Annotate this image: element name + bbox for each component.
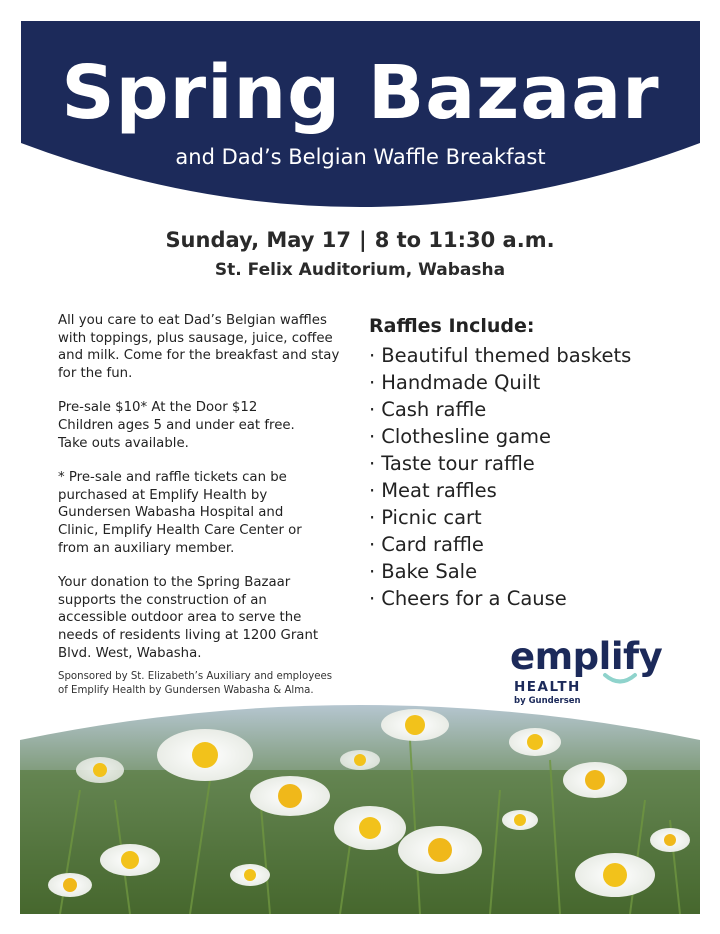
list-item: [369, 396, 689, 423]
intro-line: All you care to eat Dad’s Belgian waffles: [58, 313, 327, 328]
event-date: Sunday, May 17: [165, 228, 352, 252]
sponsor-line: of Emplify Health by Gundersen Wabasha & Alma.: [58, 685, 314, 696]
intro-line: with toppings, plus sausage, juice, coffee: [58, 330, 333, 346]
intro-paragraph: [58, 312, 354, 382]
page-subtitle: and Dad’s Belgian Waffle Breakfast: [175, 145, 546, 169]
logo-wordmark: emplify: [510, 635, 663, 678]
emplify-health-logo: [510, 636, 670, 708]
raffle-label: Bake Sale: [381, 560, 478, 583]
description-column: [58, 312, 354, 679]
event-datetime: [0, 228, 720, 252]
bullet: ·: [369, 371, 376, 394]
pricing-line: Take outs available.: [58, 435, 189, 451]
list-item: [369, 423, 689, 450]
sponsor-line: Sponsored by St. Elizabeth’s Auxiliary and employees: [58, 671, 333, 682]
sponsor-note: [58, 670, 358, 698]
bullet: ·: [369, 479, 376, 502]
tickets-line: from an auxiliary member.: [58, 540, 235, 556]
logo-health-text: HEALTH: [514, 679, 581, 695]
tickets-line: Gundersen Wabasha Hospital and: [58, 505, 284, 521]
raffle-label: Meat raffles: [381, 479, 497, 502]
raffles-list-section: [369, 314, 689, 612]
raffle-label: Picnic cart: [381, 506, 482, 529]
tickets-line: Clinic, Emplify Health Care Center or: [58, 522, 302, 538]
list-item: [369, 558, 689, 585]
donation-line: Blvd. West, Wabasha.: [58, 645, 202, 661]
pricing-line: Children ages 5 and under eat free.: [58, 417, 295, 433]
raffle-label: Cash raffle: [381, 398, 487, 421]
donation-line: needs of residents living at 1200 Grant: [58, 627, 319, 643]
raffles-heading: Raffles Include:: [369, 315, 535, 337]
title-banner: [21, 21, 700, 216]
donation-line: supports the construction of an: [58, 592, 267, 608]
donation-line: accessible outdoor area to serve the: [58, 610, 302, 626]
raffle-label: Card raffle: [381, 533, 484, 556]
page-title: Spring Bazaar: [61, 50, 660, 136]
bullet: ·: [369, 344, 376, 367]
donation-paragraph: [58, 574, 354, 662]
intro-line: for the fun.: [58, 365, 133, 381]
raffle-label: Clothesline game: [381, 425, 552, 448]
bullet: ·: [369, 587, 376, 610]
list-item: [369, 585, 689, 612]
raffle-label: Cheers for a Cause: [381, 587, 567, 610]
intro-line: and milk. Come for the breakfast and stay: [58, 348, 340, 364]
list-item: [369, 504, 689, 531]
raffles-list: [369, 342, 689, 612]
raffle-label: Taste tour raffle: [381, 452, 535, 475]
logo-smile-icon: [602, 672, 638, 686]
bullet: ·: [369, 398, 376, 421]
list-item: [369, 342, 689, 369]
bullet: ·: [369, 452, 376, 475]
logo-by-text: by Gundersen: [514, 696, 581, 706]
tickets-line: * Pre-sale and raffle tickets can be: [58, 470, 287, 486]
raffle-label: Beautiful themed baskets: [381, 344, 632, 367]
daisy-field-icon: [20, 700, 700, 914]
donation-line: Your donation to the Spring Bazaar: [58, 575, 291, 591]
datetime-separator: |: [359, 228, 367, 252]
raffle-label: Handmade Quilt: [381, 371, 541, 394]
pricing-line: Pre-sale $10* At the Door $12: [58, 400, 258, 416]
pricing-paragraph: [58, 399, 354, 452]
tickets-line: purchased at Emplify Health by: [58, 487, 268, 503]
bullet: ·: [369, 425, 376, 448]
bullet: ·: [369, 560, 376, 583]
list-item: [369, 531, 689, 558]
bullet: ·: [369, 533, 376, 556]
list-item: [369, 450, 689, 477]
event-time: 8 to 11:30 a.m.: [374, 228, 555, 252]
list-item: [369, 477, 689, 504]
list-item: [369, 369, 689, 396]
bullet: ·: [369, 506, 376, 529]
event-location: St. Felix Auditorium, Wabasha: [214, 260, 506, 280]
tickets-paragraph: [58, 469, 354, 557]
